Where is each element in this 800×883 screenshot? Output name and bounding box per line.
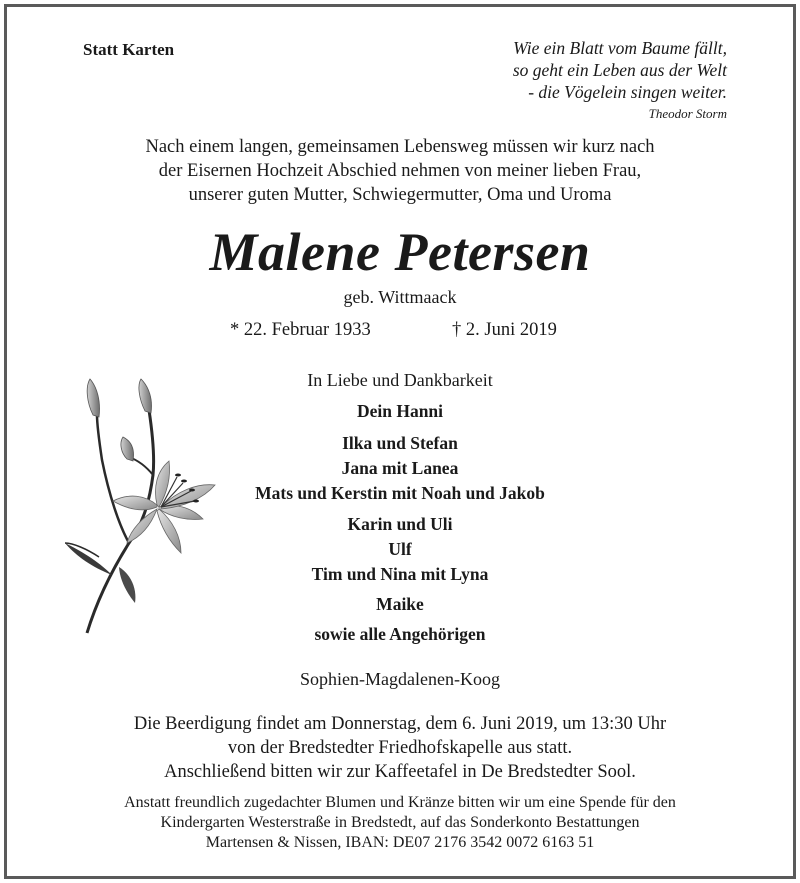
donation-info: [7, 793, 793, 853]
statt-karten-label: Statt Karten: [83, 40, 175, 59]
mourner-line: Jana mit Lanea: [341, 458, 459, 478]
poem-line: - die Vögelein singen weiter.: [528, 82, 727, 102]
funeral-line: Die Beerdigung findet am Donnerstag, dem 6. Juni 2019, um 13:30 Uhr: [133, 714, 667, 734]
donation-line: Kindergarten Westerstraße in Bredstedt, auf das Sonderkonto Bestattungen: [160, 814, 640, 831]
intro-line: Nach einem langen, gemeinsamen Lebensweg müssen wir kurz nach: [145, 137, 655, 157]
donation-line: Anstatt freundlich zugedachter Blumen und Kränze bitten wir um eine Spende für den: [124, 794, 676, 811]
life-dates: [7, 320, 793, 344]
birth-date: * 22. Februar 1933: [230, 320, 371, 340]
poem-author: Theodor Storm: [648, 106, 727, 121]
mourner-line: Dein Hanni: [356, 401, 444, 421]
donation-line: Martensen & Nissen, IBAN: DE07 2176 3542 0072 6163 51: [205, 834, 595, 851]
obituary-card: [4, 4, 796, 879]
intro-line: der Eisernen Hochzeit Abschied nehmen von meiner lieben Frau,: [158, 161, 642, 181]
mourner-line: Ulf: [388, 539, 412, 559]
mourners-intro: In Liebe und Dankbarkeit: [307, 370, 493, 390]
mourner-line: Ilka und Stefan: [342, 433, 458, 453]
mourner-line: Mats und Kerstin mit Noah und Jakob: [255, 483, 545, 503]
mourner-line: Karin und Uli: [347, 514, 453, 534]
maiden-name: geb. Wittmaack: [343, 287, 457, 307]
poem-line: Wie ein Blatt vom Baume fällt,: [513, 38, 727, 58]
intro-line: unserer guten Mutter, Schwiegermutter, Oma und Uroma: [188, 185, 612, 205]
mourner-line: Tim und Nina mit Lyna: [311, 564, 489, 584]
deceased-name: Malene Petersen: [209, 222, 591, 282]
death-date: † 2. Juni 2019: [452, 320, 557, 340]
funeral-line: Anschließend bitten wir zur Kaffeetafel in De Bredstedter Sool.: [164, 762, 636, 782]
intro-text: [7, 135, 793, 207]
poem: [513, 37, 727, 124]
place-name: Sophien-Magdalenen-Koog: [300, 669, 500, 689]
mourner-line: sowie alle Angehörigen: [314, 624, 486, 644]
funeral-info: [7, 712, 793, 784]
mourner-line: Maike: [376, 594, 424, 614]
poem-line: so geht ein Leben aus der Welt: [512, 60, 727, 80]
funeral-line: von der Bredstedter Friedhofskapelle aus statt.: [227, 738, 573, 758]
